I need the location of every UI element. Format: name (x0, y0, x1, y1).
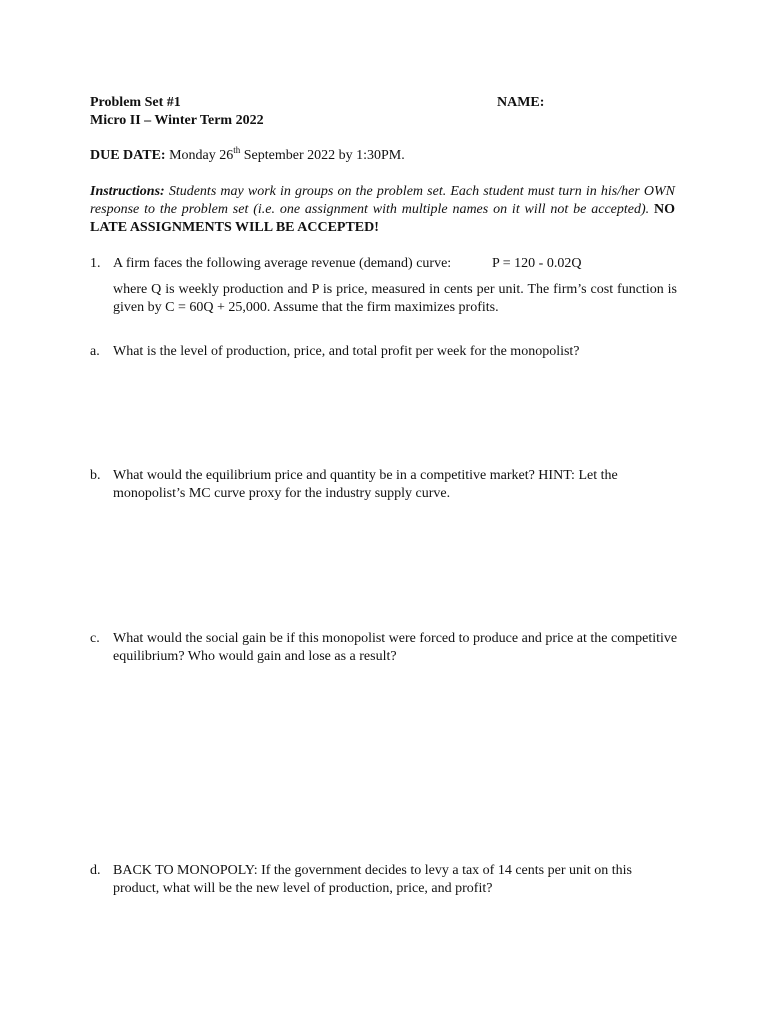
part-b-marker: b. (90, 468, 101, 483)
instructions-body: Students may work in groups on the problem set. Each student must turn in his/her OWN response to the problem set (i.e. one assignment with multiple names on it will not be accepted). (90, 184, 675, 217)
demand-equation: P = 120 - 0.02Q (492, 256, 582, 271)
question-1-details: where Q is weekly production and P is price, measured in cents per unit. The firm’s cost function is given by C = 60Q + 25,000. Assume that the firm maximizes profits. (113, 282, 677, 315)
late-warning: NO LATE ASSIGNMENTS WILL BE ACCEPTED! (90, 202, 675, 235)
question-1-lead: A firm faces the following average revenue (demand) curve: (113, 256, 452, 271)
due-date-ordinal: th (233, 145, 241, 155)
part-c-text: What would the social gain be if this monopolist were forced to produce and price at the competitive equilibrium? Who would gain and lose as a result? (113, 631, 678, 664)
name-label: NAME: (497, 95, 545, 110)
part-d-marker: d. (90, 863, 101, 878)
part-d-text: BACK TO MONOPOLY: If the government decides to levy a tax of 14 cents per unit on this product, what will be the new level of production, price, and profit? (113, 863, 632, 896)
due-date-line (90, 147, 405, 165)
course-title: Micro II – Winter Term 2022 (90, 113, 264, 128)
part-b-text: What would the equilibrium price and quantity be in a competitive market? HINT: Let the monopolist’s MC curve proxy for the industry supply curve. (113, 468, 618, 501)
part-a-marker: a. (90, 344, 100, 359)
due-date-text-b: September 2022 by 1:30PM. (240, 148, 405, 163)
problem-set-title: Problem Set #1 (90, 95, 181, 110)
part-c-marker: c. (90, 631, 100, 646)
instructions-label: Instructions: (90, 184, 165, 199)
part-a-text: What is the level of production, price, and total profit per week for the monopolist? (113, 344, 580, 359)
due-date-text-a: Monday 26 (165, 148, 234, 163)
question-1-number: 1. (90, 256, 101, 271)
instructions-paragraph (90, 183, 675, 237)
due-date-label: DUE DATE: (90, 148, 166, 163)
